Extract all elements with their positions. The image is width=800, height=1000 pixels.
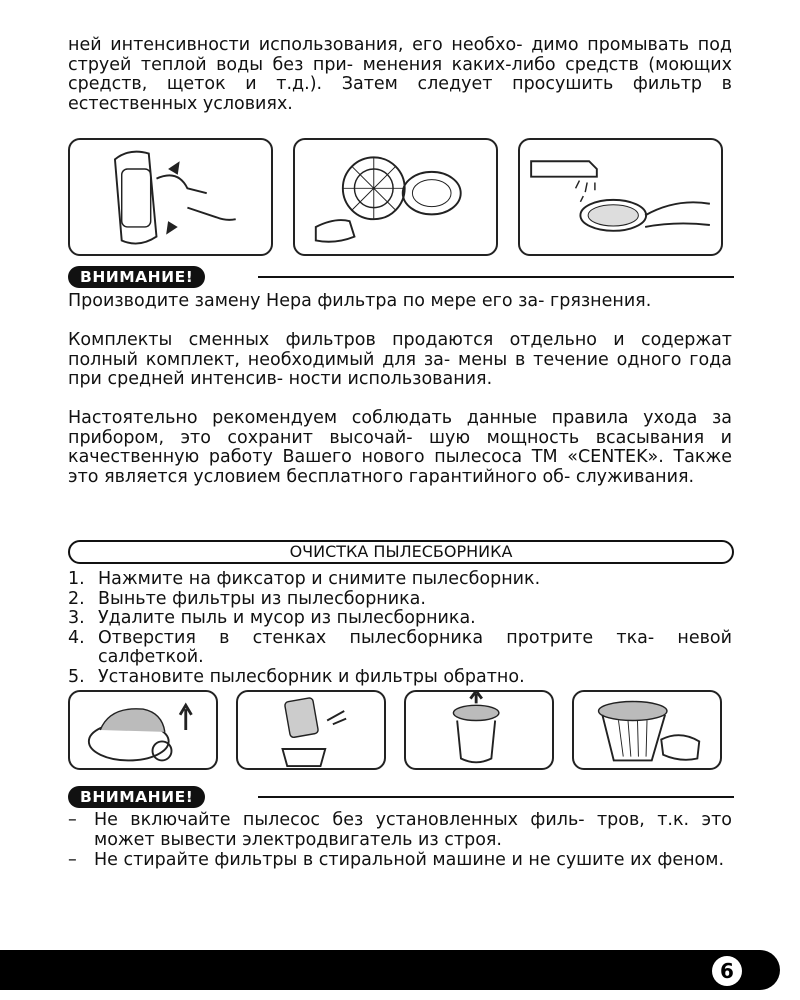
step-number: 1. [68, 569, 85, 589]
dustbin-cleaning-illustrations [68, 690, 722, 770]
warning1-paragraph-1: Производите замену Hepa фильтра по мере его за- грязнения. [68, 291, 652, 311]
warning-badge: ВНИМАНИЕ! [68, 786, 205, 808]
warning-header-1 [68, 266, 734, 288]
step-text: Выньте фильтры из пылесборника. [98, 588, 426, 609]
step-text: Установите пылесборник и фильтры обратно. [98, 666, 525, 687]
warning2-list [68, 810, 732, 870]
page-number: 6 [712, 956, 742, 986]
illustration-open-filter [293, 138, 498, 256]
list-item [68, 668, 732, 688]
filter-wash-illustrations [68, 138, 723, 256]
list-item [68, 629, 732, 668]
list-item [68, 590, 732, 610]
warning-text: Не включайте пылесос без установленных филь- тров, т.к. это может вывести электродвигатель из строя. [94, 810, 732, 850]
list-item [68, 850, 732, 870]
list-item [68, 570, 732, 590]
dash-marker: – [68, 850, 77, 870]
illustration-remove-filter [68, 138, 273, 256]
footer-bar [0, 950, 780, 990]
step-number: 2. [68, 588, 85, 609]
dash-marker: – [68, 810, 77, 830]
steps-list [68, 570, 732, 687]
divider-line [258, 276, 734, 278]
step-number: 5. [68, 666, 85, 687]
list-item [68, 609, 732, 629]
step-text: Нажмите на фиксатор и снимите пылесборник. [98, 569, 541, 589]
section-title: ОЧИСТКА ПЫЛЕСБОРНИКА [68, 540, 734, 564]
list-item [68, 810, 732, 850]
illustration-empty-dustbin [404, 690, 554, 770]
warning-header-2 [68, 786, 734, 808]
step-text: Удалите пыль и мусор из пылесборника. [98, 608, 476, 628]
illustration-rinse-filter [518, 138, 723, 256]
illustration-remove-dustbin [68, 690, 218, 770]
warning1-paragraph-2: Комплекты сменных фильтров продаются отдельно и содержат полный комплект, необходимый для за- мены в течение одного года при средней интенсив- ности использования. [68, 330, 732, 389]
illustration-take-out-filters [236, 690, 386, 770]
step-text: Отверстия в стенках пылесборника протрите тка- невой салфеткой. [98, 627, 732, 667]
intro-paragraph: ней интенсивности использования, его необхо- димо промывать под струей теплой воды без при- менения каких-либо средств (моющих средств, щеток и т.д.). Затем следует просушить фильтр в естественных условиях. [68, 35, 732, 114]
divider-line [258, 796, 734, 798]
illustration-wipe-dustbin [572, 690, 722, 770]
warning1-paragraph-3: Настоятельно рекомендуем соблюдать данные правила ухода за прибором, это сохранит высочай- шую мощность всасывания и качественную работу Вашего нового пылесоса ТМ «CENTEK». Также это является условием бесплатного гарантийного об- служивания. [68, 408, 732, 487]
warning-text: Не стирайте фильтры в стиральной машине и не сушите их феном. [94, 850, 725, 870]
step-number: 3. [68, 608, 85, 628]
warning-badge: ВНИМАНИЕ! [68, 266, 205, 288]
step-number: 4. [68, 627, 85, 648]
